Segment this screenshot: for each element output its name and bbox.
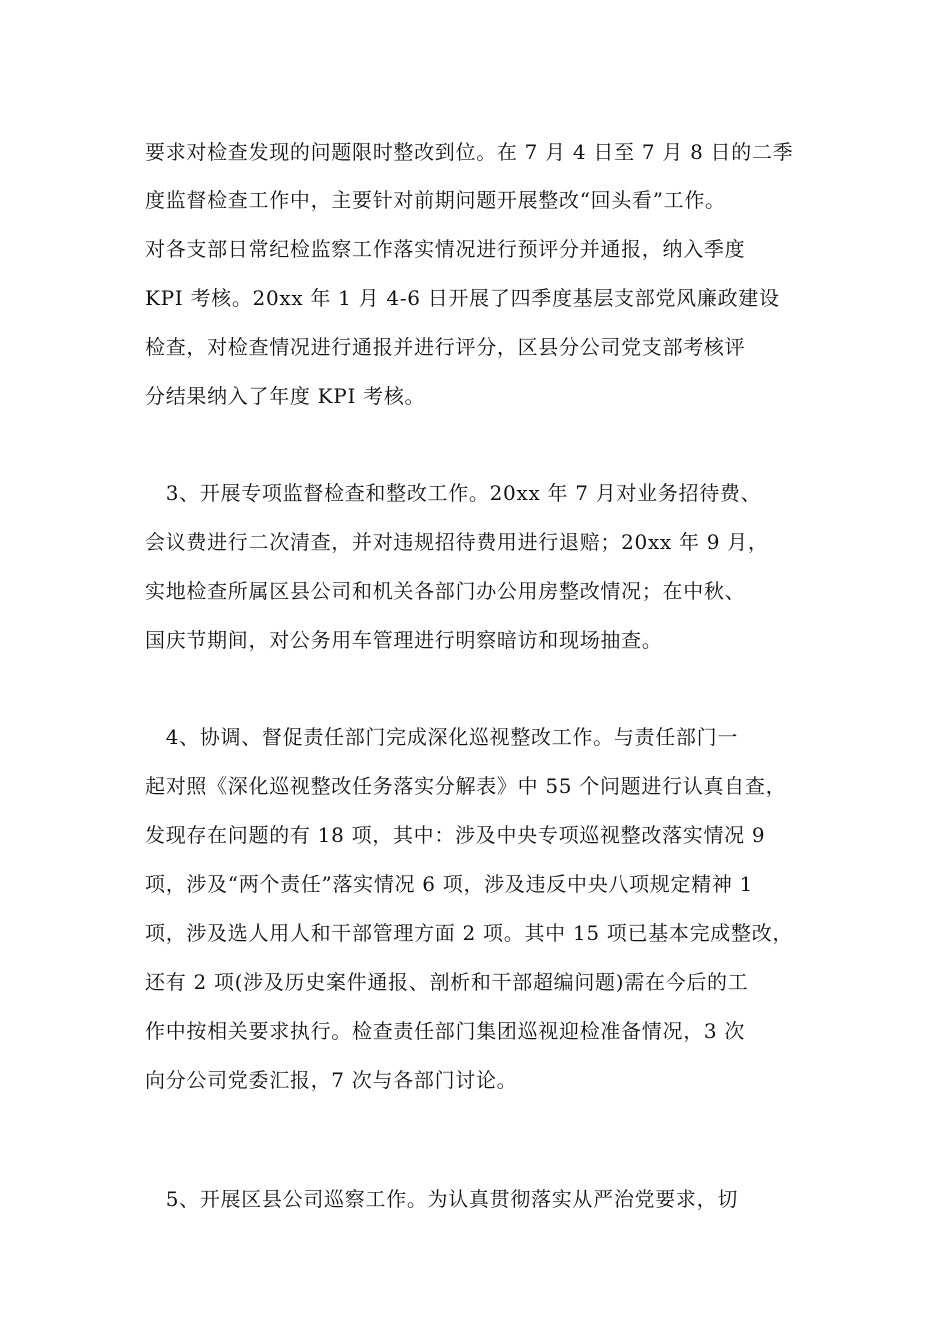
text-line: 4、协调、督促责任部门完成深化巡视整改工作。与责任部门一 [145,725,739,749]
text-line: 发现存在问题的有 18 项，其中：涉及中央专项巡视整改落实情况 9 [145,823,766,847]
text-line: 项，涉及“两个责任”落实情况 6 项，涉及违反中央八项规定精神 1 [145,872,754,896]
text-line: 度监督检查工作中，主要针对前期问题开展整改“回头看”工作。 [145,188,726,212]
text-line: 3、开展专项监督检查和整改工作。20xx 年 7 月对业务招待费、 [145,481,762,505]
text-line: 会议费进行二次清查，并对违规招待费用进行退赔；20xx 年 9 月， [145,530,769,554]
text-line: 还有 2 项(涉及历史案件通报、剖析和干部超编问题)需在今后的工 [145,970,749,994]
text-line: 要求对检查发现的问题限时整改到位。在 7 月 4 日至 7 月 8 日的二季 [145,140,794,164]
text-line: KPI 考核。20xx 年 1 月 4-6 日开展了四季度基层支部党风廉政建设 [145,286,780,310]
text-line: 实地检查所属区县公司和机关各部门办公用房整改情况；在中秋、 [145,579,746,603]
text-line: 检查，对检查情况进行通报并进行评分，区县分公司党支部考核评 [145,335,746,359]
text-line: 分结果纳入了年度 KPI 考核。 [145,384,426,408]
text-line: 作中按相关要求执行。检查责任部门集团巡视迎检准备情况，3 次 [145,1019,746,1043]
text-line: 对各支部日常纪检监察工作落实情况进行预评分并通报，纳入季度 [145,237,746,261]
text-line: 向分公司党委汇报，7 次与各部门讨论。 [145,1068,518,1092]
text-line: 起对照《深化巡视整改任务落实分解表》中 55 个问题进行认真自查， [145,774,787,798]
text-line: 国庆节期间，对公务用车管理进行明察暗访和现场抽查。 [145,628,663,652]
text-line: 5、开展区县公司巡察工作。为认真贯彻落实从严治党要求，切 [145,1187,739,1211]
text-line: 项，涉及选人用人和干部管理方面 2 项。其中 15 项已基本完成整改， [145,921,794,945]
